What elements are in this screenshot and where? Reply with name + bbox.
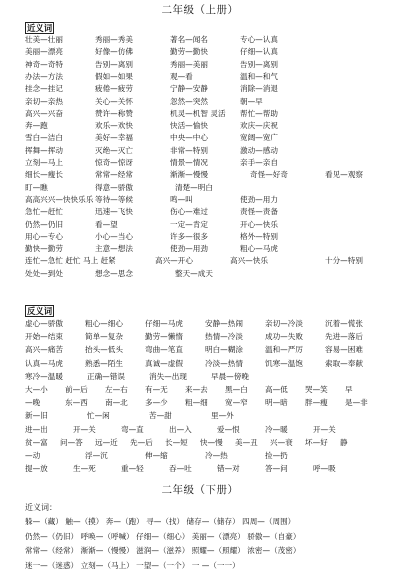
synonym-row	[25, 132, 392, 144]
synonym-pair: 奔—跑	[25, 121, 48, 131]
antonym-pair: 明白—糊涂	[205, 345, 243, 355]
antonym-pair: 开—关	[313, 424, 336, 434]
synonym-pair: 美丽—漂亮	[25, 47, 63, 57]
synonym-pair: 十分—特别	[325, 256, 363, 266]
antonym-pair: 勤劳—懒惰	[145, 332, 183, 342]
antonym-pair: 贫—富	[25, 437, 48, 447]
antonym-pair: 索取—奉献	[325, 358, 363, 368]
synonym-pair: 美好—幸福	[95, 133, 133, 143]
antonym-pair: 进—出	[25, 424, 48, 434]
synonym-pair: 假如—如果	[95, 71, 133, 81]
synonym-line: 迷一—（迷惑） 立刻—（马上） 一望—（一个） 一 —（一一）	[25, 560, 240, 570]
synonym-row	[25, 96, 392, 108]
antonym-pair: 吞—吐	[169, 464, 192, 474]
antonym-row	[25, 318, 392, 330]
synonym-pair: 等待—等候	[95, 194, 133, 204]
antonym-pair: 兴—衰	[270, 437, 293, 447]
synonym-row	[25, 145, 392, 157]
antonym-pair: 认真—马虎	[25, 358, 63, 368]
antonym-pair: 忙—闲	[87, 411, 110, 421]
antonym-pair: 浮—沉	[85, 451, 108, 460]
synonym-pair: 著名—闻名	[170, 35, 208, 44]
synonym-row	[25, 59, 392, 71]
antonym-row	[25, 371, 392, 383]
antonym-pair: 提—放	[25, 464, 48, 474]
synonym-row	[25, 255, 392, 267]
synonym-pair: 整天—成天	[175, 268, 213, 278]
antonym-pair: 静	[340, 437, 348, 447]
synonym-pair: 惊奇—惊讶	[95, 158, 133, 167]
antonym-pair: 高兴—痛苦	[25, 345, 63, 355]
synonym-pair: 好像—仿佛	[95, 47, 133, 57]
synonym-pair: 一定—肯定	[170, 219, 208, 229]
synonym-pair: 使劲—用劲	[170, 244, 208, 254]
synonym-pair: 灭绝—灭亡	[95, 145, 133, 155]
antonym-row	[25, 384, 392, 396]
synonym-pair: 连忙—急忙 赶忙 马上 赶紧	[25, 256, 116, 266]
synonym-pair: 许多—很多	[170, 231, 208, 241]
antonym-row	[25, 358, 392, 370]
synonym-pair: 机灵—机智 灵活	[170, 108, 226, 118]
antonym-pair: 胖—瘦	[305, 398, 328, 408]
synonym-pair: 高高兴兴—快快乐乐	[25, 194, 94, 204]
antonym-pair: 错—对	[217, 464, 240, 474]
synonym-pair: 迅速—飞快	[95, 207, 133, 217]
synonym-line: 常常—（经常） 渐渐—（慢慢） 滋润—（滋养） 照耀—（照耀） 浓密—（茂密）	[25, 546, 301, 555]
synonym-pair: 小心—当心	[95, 231, 133, 241]
antonym-pair: 熟悉—陌生	[85, 358, 123, 368]
antonym-pair: 快—慢	[200, 437, 223, 447]
synonym-pair: 情景—情况	[170, 158, 208, 167]
antonym-row	[25, 463, 392, 475]
antonym-pair: 大—小	[25, 385, 48, 394]
antonym-pair: 左—右	[105, 385, 128, 394]
antonym-pair: —晚	[25, 398, 41, 408]
antonym-pair: 明—暗	[265, 398, 288, 408]
antonym-pair: 捡—扔	[265, 451, 288, 460]
section-header-synonyms: 近义词	[27, 23, 53, 33]
antonym-pair: 多—少	[145, 398, 168, 408]
synonym-pair: 伤心—难过	[170, 207, 208, 217]
antonym-pair: 抬头—低头	[85, 345, 123, 355]
synonym-pair: 使劲—用力	[240, 194, 278, 204]
antonym-pair: 粗—细	[185, 398, 208, 408]
synonym-pair: 专心—认真	[240, 35, 278, 44]
synonym-pair: 宁静—安静	[170, 84, 208, 94]
volume-title: 二年级（上册）	[161, 4, 239, 16]
antonym-pair: 美—丑	[235, 437, 258, 447]
antonym-pair: 里—外	[211, 411, 234, 421]
antonym-pair: 坏—好	[305, 437, 328, 447]
antonym-pair: 成功—失败	[265, 332, 303, 342]
synonym-row	[25, 169, 392, 181]
antonym-pair: 温和—严厉	[265, 345, 303, 355]
antonym-pair: 正确—错误	[87, 371, 125, 381]
synonym-row	[25, 243, 392, 255]
synonym-pair: 非常—特别	[170, 145, 208, 155]
antonym-pair: 问—答	[60, 437, 83, 447]
synonym-pair: 消除—消退	[240, 84, 278, 94]
antonym-row	[25, 331, 392, 343]
synonym-pair: 开心—快乐	[240, 219, 278, 229]
antonym-pair: 沉着—慌张	[325, 319, 363, 328]
synonym-pair: 高兴—快乐	[230, 256, 268, 266]
synonym-pair: 高兴—兴奋	[25, 108, 63, 118]
synonym-pair: 办法—方法	[25, 71, 63, 81]
synonym-pair: 勤快—勤劳	[25, 244, 63, 254]
synonym-pair: 仍然—仍旧	[25, 219, 63, 229]
volume-title-2: 二年级（下册）	[161, 484, 239, 496]
synonym-pair: 观—看	[170, 71, 193, 81]
antonym-pair: 黑—白	[225, 385, 248, 394]
synonym-row	[25, 83, 392, 95]
antonym-pair: 是—非	[345, 398, 368, 408]
synonym-pair: 仔细—认真	[240, 47, 278, 57]
antonym-pair: 早	[345, 385, 353, 394]
antonym-row	[25, 344, 392, 356]
antonym-pair: 前—后	[65, 385, 88, 394]
antonym-pair: 答—问	[265, 464, 288, 474]
antonym-pair: 南—北	[105, 398, 128, 408]
synonym-pair: 常常—经常	[95, 170, 133, 180]
antonym-pair: 新—旧	[25, 411, 48, 421]
synonym-pair: 奇怪—好奇	[250, 170, 288, 180]
synonym-pair: 帮忙—帮助	[240, 108, 278, 118]
synonym-pair: 挂念—挂记	[25, 84, 63, 94]
antonym-pair: 冷淡—热情	[205, 358, 243, 368]
antonym-pair: 容易—困难	[325, 345, 363, 355]
synonym-pair: 秀丽—美丽	[170, 59, 208, 69]
synonym-pair: 鸣—叫	[170, 194, 193, 204]
synonym-pair: 渐渐—慢慢	[170, 170, 208, 180]
synonym-pair: 快活—愉快	[170, 121, 208, 131]
antonym-pair: 宽—窄	[225, 398, 248, 408]
antonym-pair: 虚心—骄傲	[25, 319, 63, 328]
antonym-pair: 高—低	[265, 385, 288, 394]
synonym-row	[25, 46, 392, 58]
antonym-row	[25, 397, 392, 409]
synonym-pair: 告别—离别	[240, 59, 278, 69]
synonym-pair: 朝—早	[240, 96, 263, 106]
antonym-pair: 弯曲—笔直	[145, 345, 183, 355]
antonym-pair: 仔细—马虎	[145, 319, 183, 328]
synonym-pair: 秀丽—秀美	[95, 35, 133, 44]
antonym-pair: 苦—甜	[149, 411, 172, 421]
synonym-pair: 格外—特别	[240, 231, 278, 241]
antonym-pair: 消失—出现	[149, 371, 187, 381]
synonym-row	[25, 120, 392, 132]
synonym-pair: 壮美—壮丽	[25, 35, 63, 44]
section-header-synonyms-2: 近义词：	[25, 503, 57, 512]
synonym-row	[25, 194, 392, 206]
synonym-pair: 亲切—亲热	[25, 96, 63, 106]
synonym-row	[25, 71, 392, 83]
antonym-pair: 东—西	[65, 398, 88, 408]
antonym-pair: 长—短	[165, 437, 188, 447]
synonym-pair: 中央—中心	[170, 133, 208, 143]
synonym-pair: 立刻—马上	[25, 158, 63, 167]
synonym-line: 仍然—（仍旧） 呼唤—（呼喊） 仔细—（细心） 美丽—（漂亮） 骄傲—（自豪）	[25, 531, 301, 541]
antonym-pair: 先进—落后	[325, 332, 363, 342]
synonym-pair: 主意—想法	[95, 244, 133, 254]
section-header-antonyms: 反义词	[27, 306, 53, 316]
antonym-pair: 远—近	[95, 437, 118, 447]
synonym-pair: 用心—专心	[25, 231, 63, 241]
synonym-pair: 激动—感动	[240, 145, 278, 155]
synonym-row	[25, 108, 392, 120]
antonym-pair: 寒冷—温暖	[25, 371, 63, 381]
synonym-row	[25, 34, 392, 46]
synonym-pair: 责怪—责备	[240, 207, 278, 217]
synonym-pair: 细长—瘦长	[25, 170, 63, 180]
synonym-pair: 急忙—赶忙	[25, 207, 63, 217]
antonym-pair: 冷—热	[205, 451, 228, 460]
antonym-pair: 爱—恨	[217, 424, 240, 434]
antonym-pair: 有—无	[145, 385, 168, 394]
antonym-pair: 开—关	[73, 424, 96, 434]
synonym-pair: 忽然—突然	[170, 96, 208, 106]
antonym-pair: 出—入	[169, 424, 192, 434]
synonym-pair: 看—望	[95, 219, 118, 229]
synonym-row	[25, 182, 392, 194]
antonym-pair: 冷—暖	[265, 424, 288, 434]
antonym-row	[25, 424, 392, 436]
synonym-row	[25, 268, 392, 280]
antonym-pair: 呼—吸	[313, 464, 336, 474]
synonym-pair: 清楚—明白	[175, 182, 213, 192]
antonym-pair: 来—去	[185, 385, 208, 394]
synonym-row	[25, 157, 392, 169]
antonym-pair: 饥寒—温饱	[265, 358, 303, 368]
synonym-pair: 处处—到处	[25, 268, 63, 278]
synonym-pair: 勤劳—勤快	[170, 47, 208, 57]
synonym-pair: 欢庆—庆祝	[240, 121, 278, 131]
antonym-pair: 简单—复杂	[85, 332, 123, 342]
synonym-pair: 想念—思念	[95, 268, 133, 278]
synonym-pair: 宽阔—宽广	[240, 133, 278, 143]
synonym-pair: 亲手—亲自	[240, 158, 278, 167]
antonym-pair: 早晨—傍晚	[211, 371, 249, 381]
antonym-pair: 安静—热闹	[205, 319, 243, 328]
synonym-row	[25, 231, 392, 243]
synonym-pair: 关心—关怀	[95, 96, 133, 106]
antonym-row	[25, 410, 392, 422]
synonym-pair: 赞许—称赞	[95, 108, 133, 118]
synonym-pair: 温和—和气	[240, 71, 278, 81]
antonym-pair: 生—死	[73, 464, 96, 474]
synonym-row	[25, 219, 392, 231]
synonym-pair: 高兴—开心	[155, 256, 193, 266]
antonym-row	[25, 437, 392, 449]
synonym-pair: 粗心—马虎	[240, 244, 278, 254]
antonym-row	[25, 450, 392, 462]
antonym-pair: 开始—结束	[25, 332, 63, 342]
synonym-line: 躲—（藏） 触—（摸） 奔—（跑） 寻—（找） 储存—（储存） 四周—（周围）	[25, 517, 296, 526]
antonym-pair: 哭—笑	[305, 385, 328, 394]
synonym-pair: 看见—观察	[325, 170, 363, 180]
antonym-pair: 真诚—虚假	[145, 358, 183, 368]
antonym-pair: —动	[25, 451, 41, 460]
antonym-pair: 伸—缩	[145, 451, 168, 460]
synonym-pair: 盯—瞧	[25, 182, 48, 192]
synonym-pair: 雪白—洁白	[25, 133, 63, 143]
synonym-pair: 挥舞—挥动	[25, 145, 63, 155]
synonym-pair: 告别—离别	[95, 59, 133, 69]
antonym-pair: 弯—直	[121, 424, 144, 434]
antonym-pair: 重—轻	[121, 464, 144, 474]
synonym-pair: 欢乐—欢快	[95, 121, 133, 131]
synonym-pair: 疲倦—疲劳	[95, 84, 133, 94]
antonym-pair: 粗心—细心	[85, 319, 123, 328]
synonym-pair: 得意—骄傲	[95, 182, 133, 192]
synonym-row	[25, 206, 392, 218]
antonym-pair: 先—后	[130, 437, 153, 447]
antonym-pair: 热情—冷淡	[205, 332, 243, 342]
synonym-pair: 神奇—奇特	[25, 59, 63, 69]
antonym-pair: 亲切—冷淡	[265, 319, 303, 328]
